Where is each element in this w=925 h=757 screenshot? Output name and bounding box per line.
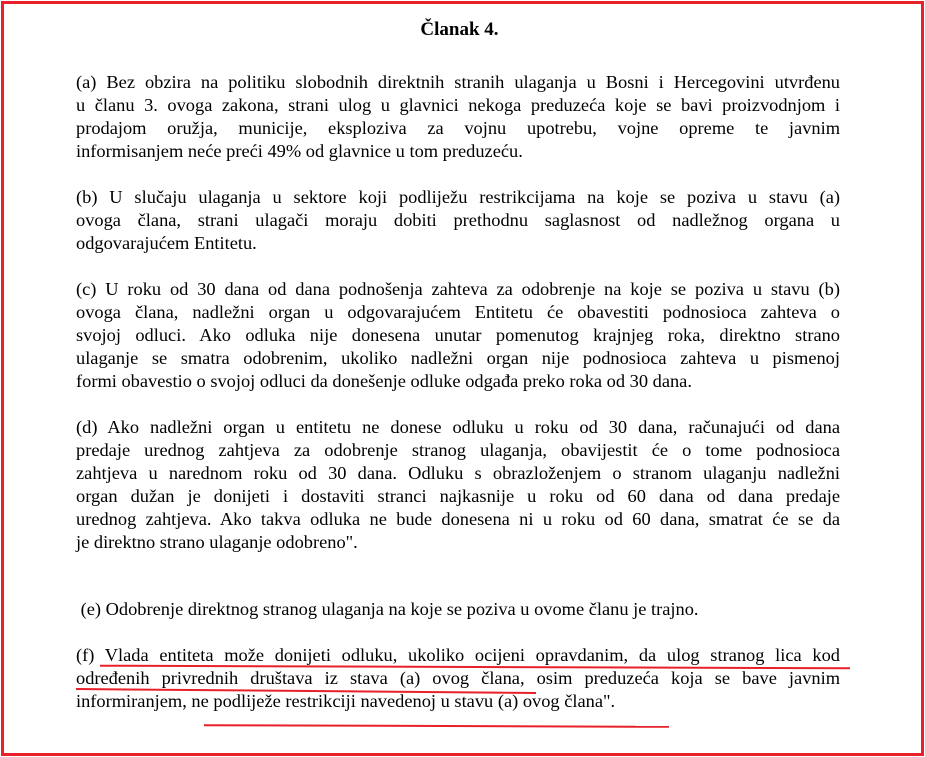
paragraph-b-line: ovoga člana, strani ulagači moraju dobiti prethodnu saglasnost od nadležnog organa u xyxy=(76,210,840,230)
paragraph-e-line: (e) Odobrenje direktnog stranog ulaganja na koje se poziva u ovome članu je trajno. xyxy=(76,599,699,619)
paragraph-a xyxy=(76,71,840,163)
paragraph-e xyxy=(76,598,840,621)
paragraph-a-line: prodajom oružja, municije, eksploziva za vojnu upotrebu, vojne opreme te javnim xyxy=(76,118,840,138)
paragraph-f xyxy=(76,644,840,713)
paragraph-f-line: (f) Vlada entiteta može donijeti odluku, ukoliko ocijeni opravdanim, da ulog stranog lica kod xyxy=(76,645,840,665)
paragraph-c-line: ovoga člana, nadležni organ u odgovarajućem Entitetu će obavestiti podnosioca zahteva o xyxy=(76,302,840,322)
paragraph-b xyxy=(76,186,840,255)
paragraph-c-line: ulaganje se smatra odobrenim, ukoliko nadležni organ nije podnosioca zahteva u pismenoj xyxy=(76,348,840,368)
paragraph-a-line: informisanjem neće preći 49% od glavnice u tom preduzeću. xyxy=(76,141,523,161)
paragraph-a-line: (a) Bez obzira na politiku slobodnih direktnih stranih ulaganja u Bosni i Hercegovini utvrđenu xyxy=(76,72,840,92)
paragraph-f-line: informiranjem, ne podliježe restrikciji navedenoj u stavu (a) ovog člana". xyxy=(76,691,616,711)
paragraph-d-line: predaje urednog zahtjeva za odobrenje stranog ulaganja, obavijestit će o tome podnosioca xyxy=(76,440,840,460)
paragraph-c-line: (c) U roku od 30 dana od dana podnošenja zahteva za odobrenje na koje se poziva u stavu (b) xyxy=(76,279,840,299)
paragraph-f-line: određenih privrednih društava iz stava (a) ovog člana, osim preduzeća koja se bave javnim xyxy=(76,668,840,688)
paragraph-d xyxy=(76,416,840,554)
paragraph-b-line: odgovarajućem Entitetu. xyxy=(76,233,257,253)
paragraph-d-line: (d) Ako nadležni organ u entitetu ne donese odluku u roku od 30 dana, računajući od dana xyxy=(76,417,840,437)
paragraph-d-line: zahtjeva u narednom roku od 30 dana. Odluku s obrazloženjem o stranom ulaganju nadležni xyxy=(76,463,840,483)
paragraph-c-line: svojoj odluci. Ako odluka nije donesena unutar pomenutog krajnjeg roka, direktno strano xyxy=(76,325,840,345)
paragraph-d-line: je direktno strano ulaganje odobreno". xyxy=(76,532,358,552)
paragraph-b-line: (b) U slučaju ulaganja u sektore koji podliježu restrikcijama na koje se poziva u stavu (a) xyxy=(76,187,840,207)
paragraph-d-line: organ dužan je donijeti i dostaviti stranci najkasnije u roku od 60 dana od dana predaje xyxy=(76,486,840,506)
paragraph-c xyxy=(76,278,840,393)
article-title: Članak 4. xyxy=(420,19,499,40)
paragraph-a-line: u članu 3. ovoga zakona, strani ulog u glavnici nekoga preduzeća koje se bavi proizvodnjom i xyxy=(76,95,840,115)
paragraph-d-line: urednog zahtjeva. Ako takva odluka ne bude donesena ni u roku od 60 dana, smatrat će se da xyxy=(76,509,840,529)
paragraph-c-line: formi obavestio o svojoj odluci da donešenje odluke odgađa preko roka od 30 dana. xyxy=(76,371,692,391)
